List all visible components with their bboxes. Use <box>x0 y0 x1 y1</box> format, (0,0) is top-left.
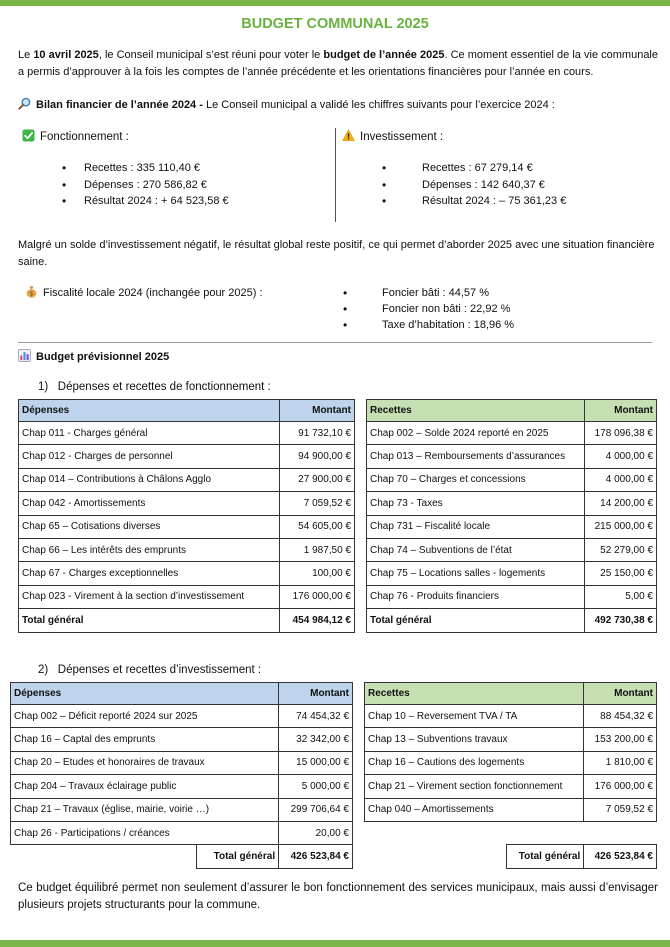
col-header-recettes: Recettes <box>367 400 585 422</box>
row-label: Chap 040 – Amortissements <box>365 798 584 821</box>
fonctionnement-label: Fonctionnement : <box>40 131 129 143</box>
empty-row <box>365 821 657 844</box>
list-item: • Résultat 2024 : – 75 361,23 € <box>342 193 642 210</box>
table-row <box>19 468 355 491</box>
row-label: Chap 16 – Captal des emprunts <box>11 728 279 751</box>
table-row <box>365 751 657 774</box>
row-label: Chap 042 - Amortissements <box>19 492 280 515</box>
list-item: • Foncier bâti : 44,57 % <box>340 285 514 301</box>
total-amount: 492 730,38 € <box>585 609 657 632</box>
row-amount: 1 810,00 € <box>584 751 657 774</box>
total-amount: 454 984,12 € <box>280 609 355 632</box>
row-label: Chap 65 – Cotisations diverses <box>19 515 280 538</box>
row-label: Chap 75 – Locations salles - logements <box>367 562 585 585</box>
row-label: Chap 26 - Participations / créances <box>11 821 279 844</box>
row-amount: 176 000,00 € <box>280 585 355 608</box>
row-amount: 74 454,32 € <box>279 705 353 728</box>
check-icon <box>22 129 35 142</box>
table-row <box>367 538 657 561</box>
row-amount: 1 987,50 € <box>280 538 355 561</box>
table-row <box>365 775 657 798</box>
total-row <box>365 845 657 868</box>
row-amount: 215 000,00 € <box>585 515 657 538</box>
list-item: • Foncier non bâti : 22,92 % <box>340 301 514 317</box>
table-row <box>365 705 657 728</box>
table-row <box>19 515 355 538</box>
table-header-row <box>19 400 355 422</box>
total-label: Total général <box>367 609 585 632</box>
row-label: Chap 16 – Cautions des logements <box>365 751 584 774</box>
fiscalite-label-line <box>25 285 263 301</box>
row-amount: 153 200,00 € <box>584 728 657 751</box>
row-label: Chap 002 – Solde 2024 reporté en 2025 <box>367 422 585 445</box>
magnifier-icon <box>18 97 31 110</box>
row-label: Chap 67 - Charges exceptionnelles <box>19 562 280 585</box>
bottom-green-bar <box>0 940 670 947</box>
table-row <box>365 728 657 751</box>
money-bag-icon <box>25 285 38 298</box>
col-header-montant: Montant <box>585 400 657 422</box>
bar-chart-icon <box>18 349 31 362</box>
total-label: Total général <box>507 845 584 868</box>
list-item: • Dépenses : 142 640,37 € <box>342 177 642 194</box>
fonctionnement-recettes-table <box>366 399 657 633</box>
row-amount: 7 059,52 € <box>584 798 657 821</box>
table-row <box>19 445 355 468</box>
investissement-depenses-table <box>10 682 353 869</box>
total-spacer <box>365 845 507 868</box>
fonctionnement-depenses-table <box>18 399 355 633</box>
intro-date: 10 avril 2025 <box>33 49 99 61</box>
row-amount: 94 900,00 € <box>280 445 355 468</box>
total-label: Total général <box>19 609 280 632</box>
warning-icon <box>342 129 355 142</box>
empty-cell <box>365 821 657 844</box>
row-amount: 299 706,64 € <box>279 798 353 821</box>
table-row <box>367 422 657 445</box>
row-label: Chap 731 – Fiscalité locale <box>367 515 585 538</box>
bilan-line <box>18 97 658 114</box>
top-green-bar <box>0 0 670 6</box>
intro-text-2: , le Conseil municipal s’est réuni pour voter le <box>98 49 324 61</box>
table-row <box>19 562 355 585</box>
row-amount: 4 000,00 € <box>585 468 657 491</box>
fonctionnement-list <box>22 160 322 210</box>
row-amount: 15 000,00 € <box>279 751 353 774</box>
row-amount: 88 454,32 € <box>584 705 657 728</box>
row-label: Chap 10 – Reversement TVA / TA <box>365 705 584 728</box>
section-investissement-title: 2) Dépenses et recettes d’investissement : <box>38 664 262 676</box>
col-header-montant: Montant <box>279 683 353 705</box>
table-row <box>19 585 355 608</box>
investissement-label: Investissement : <box>360 131 444 143</box>
list-item: • Recettes : 67 279,14 € <box>342 160 642 177</box>
svg-text:$: $ <box>29 290 34 298</box>
row-amount: 91 732,10 € <box>280 422 355 445</box>
investissement-block <box>342 128 642 210</box>
list-item: • Dépenses : 270 586,82 € <box>22 177 322 194</box>
row-amount: 27 900,00 € <box>280 468 355 491</box>
col-header-depenses: Dépenses <box>11 683 279 705</box>
intro-budget: budget de l’année 2025 <box>323 49 445 61</box>
row-label: Chap 21 – Virement section fonctionnement <box>365 775 584 798</box>
table-row <box>19 422 355 445</box>
investissement-recettes-table <box>364 682 657 869</box>
table-row <box>367 562 657 585</box>
bilan-text: Le Conseil municipal a validé les chiffres suivants pour l’exercice 2024 : <box>202 99 555 111</box>
intro-text-1: Le <box>18 49 34 61</box>
total-amount: 426 523,84 € <box>279 845 353 868</box>
total-row <box>19 609 355 632</box>
total-row <box>367 609 657 632</box>
row-amount: 100,00 € <box>280 562 355 585</box>
row-label: Chap 74 – Subventions de l’état <box>367 538 585 561</box>
row-label: Chap 70 – Charges et concessions <box>367 468 585 491</box>
row-amount: 52 279,00 € <box>585 538 657 561</box>
table-row <box>367 492 657 515</box>
table-row <box>367 468 657 491</box>
table-row <box>367 515 657 538</box>
row-amount: 20,00 € <box>279 821 353 844</box>
row-amount: 25 150,00 € <box>585 562 657 585</box>
row-label: Chap 73 - Taxes <box>367 492 585 515</box>
fonctionnement-heading <box>22 128 322 146</box>
table-row <box>367 585 657 608</box>
table-row <box>11 798 353 821</box>
list-item: • Résultat 2024 : + 64 523,58 € <box>22 193 322 210</box>
row-amount: 178 096,38 € <box>585 422 657 445</box>
table-row <box>11 728 353 751</box>
table-header-row <box>367 400 657 422</box>
list-item: • Taxe d’habitation : 18,96 % <box>340 317 514 333</box>
investissement-heading <box>342 128 642 146</box>
row-amount: 14 200,00 € <box>585 492 657 515</box>
table-row <box>367 445 657 468</box>
row-label: Chap 011 - Charges général <box>19 422 280 445</box>
col-header-recettes: Recettes <box>365 683 584 705</box>
fonctionnement-block <box>22 128 322 210</box>
section-fonctionnement-title: 1) Dépenses et recettes de fonctionnement : <box>38 381 271 393</box>
row-label: Chap 014 – Contributions à Châlons Agglo <box>19 468 280 491</box>
row-label: Chap 023 - Virement à la section d’investissement <box>19 585 280 608</box>
row-label: Chap 76 - Produits financiers <box>367 585 585 608</box>
col-header-montant: Montant <box>584 683 657 705</box>
row-label: Chap 21 – Travaux (église, mairie, voirie …) <box>11 798 279 821</box>
intro-text-3: . Ce moment essentiel de la vie communale a permis d’approuver à la fois les comptes de l’année précédente et les orientations financières pour l’année en cours. <box>18 49 658 78</box>
total-spacer <box>11 845 197 868</box>
total-row <box>11 845 353 868</box>
fiscalite-block <box>340 285 514 333</box>
table-header-row <box>365 683 657 705</box>
budget-previsionnel-label: Budget prévisionnel 2025 <box>36 351 170 363</box>
col-header-depenses: Dépenses <box>19 400 280 422</box>
table-row <box>11 751 353 774</box>
table-row <box>19 492 355 515</box>
fiscalite-list <box>340 285 514 333</box>
fiscalite-label: Fiscalité locale 2024 (inchangée pour 2025) : <box>43 287 263 299</box>
row-amount: 5 000,00 € <box>279 775 353 798</box>
page-title: BUDGET COMMUNAL 2025 <box>241 16 429 32</box>
row-label: Chap 204 – Travaux éclairage public <box>11 775 279 798</box>
bilan-heading: Bilan financier de l’année 2024 - <box>36 99 203 111</box>
conclusion-paragraph: Ce budget équilibré permet non seulement d’assurer le bon fonctionnement des services municipaux, mais aussi d’envisager plusieurs projets structurants pour la commune. <box>18 882 658 911</box>
row-label: Chap 002 – Déficit reporté 2024 sur 2025 <box>11 705 279 728</box>
row-amount: 7 059,52 € <box>280 492 355 515</box>
solde-paragraph: Malgré un solde d’investissement négatif, le résultat global reste positif, ce qui permet d’aborder 2025 avec une situation financière saine. <box>18 239 655 268</box>
budget-previsionnel-heading <box>18 349 169 365</box>
row-amount: 5,00 € <box>585 585 657 608</box>
table-row <box>19 538 355 561</box>
total-label: Total général <box>197 845 279 868</box>
list-item: • Recettes : 335 110,40 € <box>22 160 322 177</box>
row-label: Chap 66 – Les intérêts des emprunts <box>19 538 280 561</box>
table-row <box>11 821 353 844</box>
horizontal-rule <box>18 342 652 343</box>
table-row <box>11 775 353 798</box>
row-amount: 4 000,00 € <box>585 445 657 468</box>
row-label: Chap 013 – Remboursements d’assurances <box>367 445 585 468</box>
table-row <box>365 798 657 821</box>
intro-paragraph <box>18 47 658 81</box>
row-amount: 32 342,00 € <box>279 728 353 751</box>
row-label: Chap 20 – Etudes et honoraires de travaux <box>11 751 279 774</box>
row-amount: 176 000,00 € <box>584 775 657 798</box>
col-header-montant: Montant <box>280 400 355 422</box>
investissement-list <box>342 160 642 210</box>
row-label: Chap 012 - Charges de personnel <box>19 445 280 468</box>
column-divider <box>335 128 336 222</box>
table-header-row <box>11 683 353 705</box>
row-amount: 54 605,00 € <box>280 515 355 538</box>
total-amount: 426 523,84 € <box>584 845 657 868</box>
row-label: Chap 13 – Subventions travaux <box>365 728 584 751</box>
table-row <box>11 705 353 728</box>
